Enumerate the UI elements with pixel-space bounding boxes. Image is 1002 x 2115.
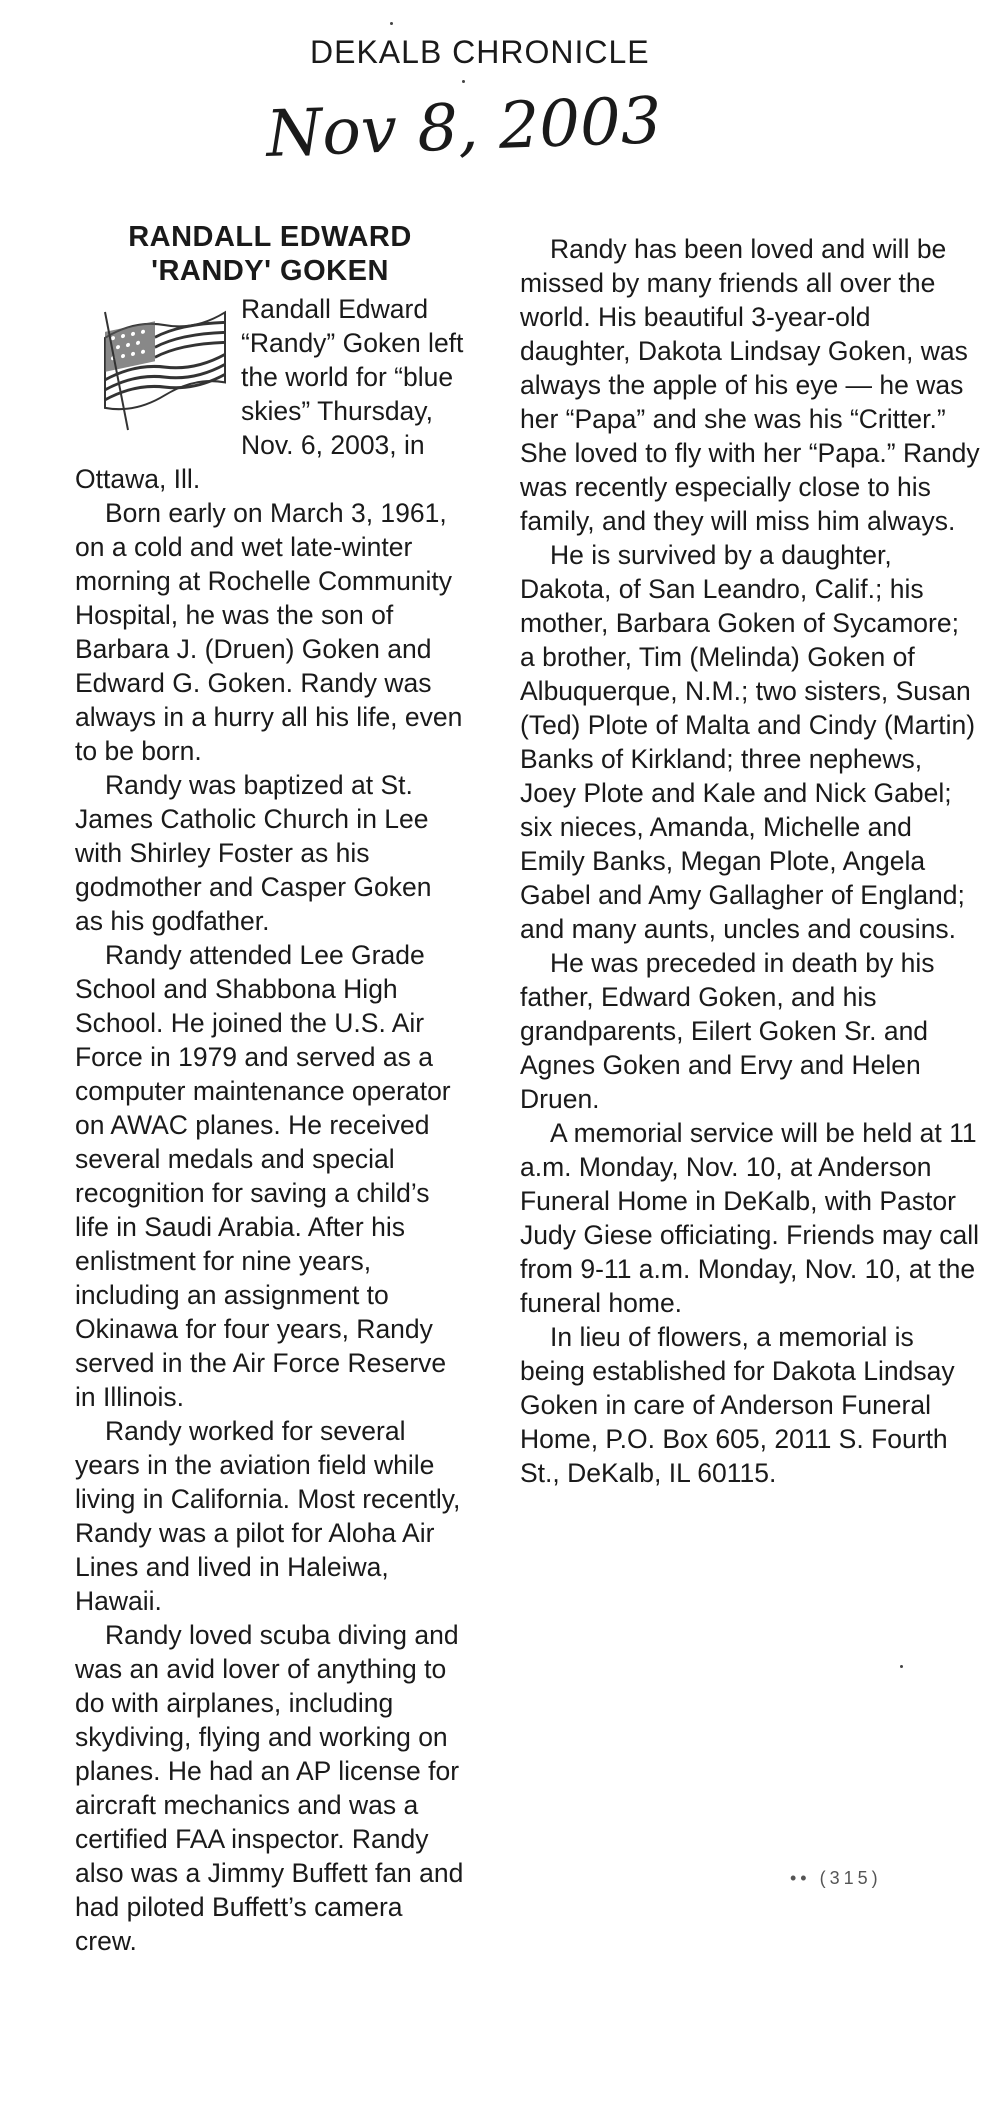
paragraph-service: A memorial service will be held at 11 a.m. Monday, Nov. 10, at Anderson Funeral Home in DeKalb, with Pastor Judy Giese officiating. Friends may call from 9-11 a.m. Monday, Nov. 10, at the funeral home. <box>520 1118 980 1318</box>
scan-speck <box>900 1665 903 1668</box>
scan-speck <box>390 22 393 25</box>
paragraph-intro: Randall Edward “Randy” Goken left the world for “blue skies” Thursday, Nov. 6, 2003, in Ottawa, Ill. <box>75 294 464 494</box>
paragraph-hobbies: Randy loved scuba diving and was an avid lover of anything to do with airplanes, including skydiving, flying and working on planes. He had an AP license for aircraft mechanics and was a certified FAA inspector. Randy also was a Jimmy Buffett fan and had piloted Buffett’s camera crew. <box>75 1620 464 1956</box>
paragraph-memorial: In lieu of flowers, a memorial is being established for Dakota Lindsay Goken in care of Anderson Funeral Home, P.O. Box 605, 2011 S. Fourth St., DeKalb, IL 60115. <box>520 1322 955 1488</box>
obituary-column-2 <box>520 232 980 1490</box>
obituary-headline <box>75 220 465 288</box>
scan-speck <box>462 80 465 83</box>
paragraph-loved: Randy has been loved and will be missed by many friends all over the world. His beautiful 3-year-old daughter, Dakota Lindsay Goken, was always the apple of his eye — he was her “Papa” and she was his “Critter.” She loved to fly with her “Papa.” Randy was recently especially close to his family, and they will miss him always. <box>520 234 980 536</box>
masthead: DEKALB CHRONICLE <box>310 34 650 70</box>
paragraph-birth: Born early on March 3, 1961, on a cold and wet late-winter morning at Rochelle Community Hospital, he was the son of Barbara J. (Druen) Goken and Edward G. Goken. Randy was always in a hurry all his life, even to be born. <box>75 498 463 766</box>
headline-line-2: 'RANDY' GOKEN <box>151 255 389 287</box>
paragraph-preceded: He was preceded in death by his father, Edward Goken, and his grandparents, Eilert Goken Sr. and Agnes Goken and Ervy and Helen Druen. <box>520 948 935 1114</box>
footer-mark: •• (315) <box>790 1868 882 1888</box>
paragraph-survivors: He is survived by a daughter, Dakota, of San Leandro, Calif.; his mother, Barbara Goken of Sycamore; a brother, Tim (Melinda) Goken of Albuquerque, N.M.; two sisters, Susan (Ted) Plote of Malta and Cindy (Martin) Banks of Kirkland; three nephews, Joey Plote and Kale and Nick Gabel; six nieces, Amanda, Michelle and Emily Banks, Megan Plote, Angela Gabel and Amy Gallagher of England; and many aunts, uncles and cousins. <box>520 540 976 944</box>
paragraph-aviation: Randy worked for several years in the aviation field while living in California. Most recently, Randy was a pilot for Aloha Air Lines and lived in Haleiwa, Hawaii. <box>75 1416 461 1616</box>
paragraph-baptism: Randy was baptized at St. James Catholic Church in Lee with Shirley Foster as his godmother and Casper Goken as his godfather. <box>75 770 432 936</box>
obituary-column-1 <box>75 220 465 1958</box>
american-flag-icon <box>83 292 233 432</box>
handwritten-date: Nov 8, 2003 <box>265 84 663 172</box>
headline-line-1: RANDALL EDWARD <box>128 221 412 253</box>
paragraph-military: Randy attended Lee Grade School and Shabbona High School. He joined the U.S. Air Force in 1979 and served as a computer maintenance operator on AWAC planes. He received several medals and special recognition for saving a child’s life in Saudi Arabia. After his enlistment for nine years, including an assignment to Okinawa for four years, Randy served in the Air Force Reserve in Illinois. <box>75 940 451 1412</box>
